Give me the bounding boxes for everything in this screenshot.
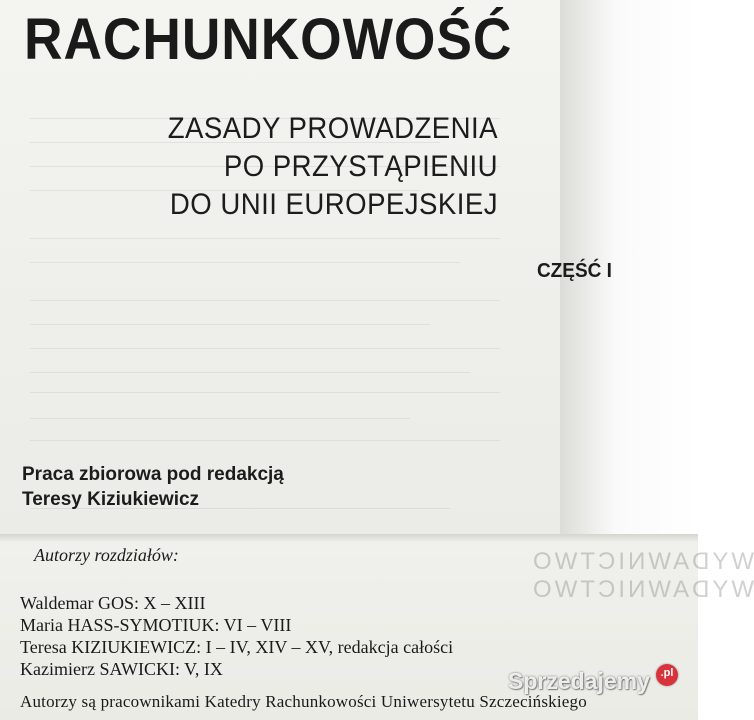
authors-list (20, 592, 453, 680)
authors-affiliation: Autorzy są pracownikami Katedry Rachunkowości Uniwersytetu Szczecińskiego (20, 692, 587, 711)
author-entry: Kazimierz SAWICKI: V, IX (20, 659, 223, 679)
subtitle-line: DO UNII EUROPEJSKIEJ (169, 188, 498, 221)
authors-heading: Autorzy rozdziałów: (34, 545, 179, 565)
show-through-line: WYDAWNICTWO (530, 548, 754, 575)
editor-line: Praca zbiorowa pod redakcją (22, 464, 284, 485)
page-gap (0, 534, 698, 542)
book-title: RACHUNKOWOŚĆ (24, 7, 513, 72)
author-entry: Waldemar GOS: X – XIII (20, 593, 206, 613)
subtitle-line: ZASADY PROWADZENIA (167, 112, 498, 145)
watermark-text: Sprzedajemy (508, 668, 650, 694)
show-through-line: WYDAWNICTWO (530, 576, 754, 603)
editor-name: Teresy Kiziukiewicz (22, 489, 200, 510)
part-label: CZĘŚĆ I (537, 260, 612, 282)
author-entry: Maria HASS-SYMOTIUK: VI – VIII (20, 615, 292, 635)
watermark-badge (656, 664, 678, 686)
author-entry: Teresa KIZIUKIEWICZ: I – IV, XIV – XV, redakcja całości (20, 637, 454, 657)
watermark-badge-text: .pl (660, 667, 674, 679)
book-subtitle (168, 110, 498, 224)
show-through-text (530, 548, 754, 604)
subtitle-line: PO PRZYSTĄPIENIU (223, 150, 498, 183)
editor-credit (22, 462, 284, 512)
